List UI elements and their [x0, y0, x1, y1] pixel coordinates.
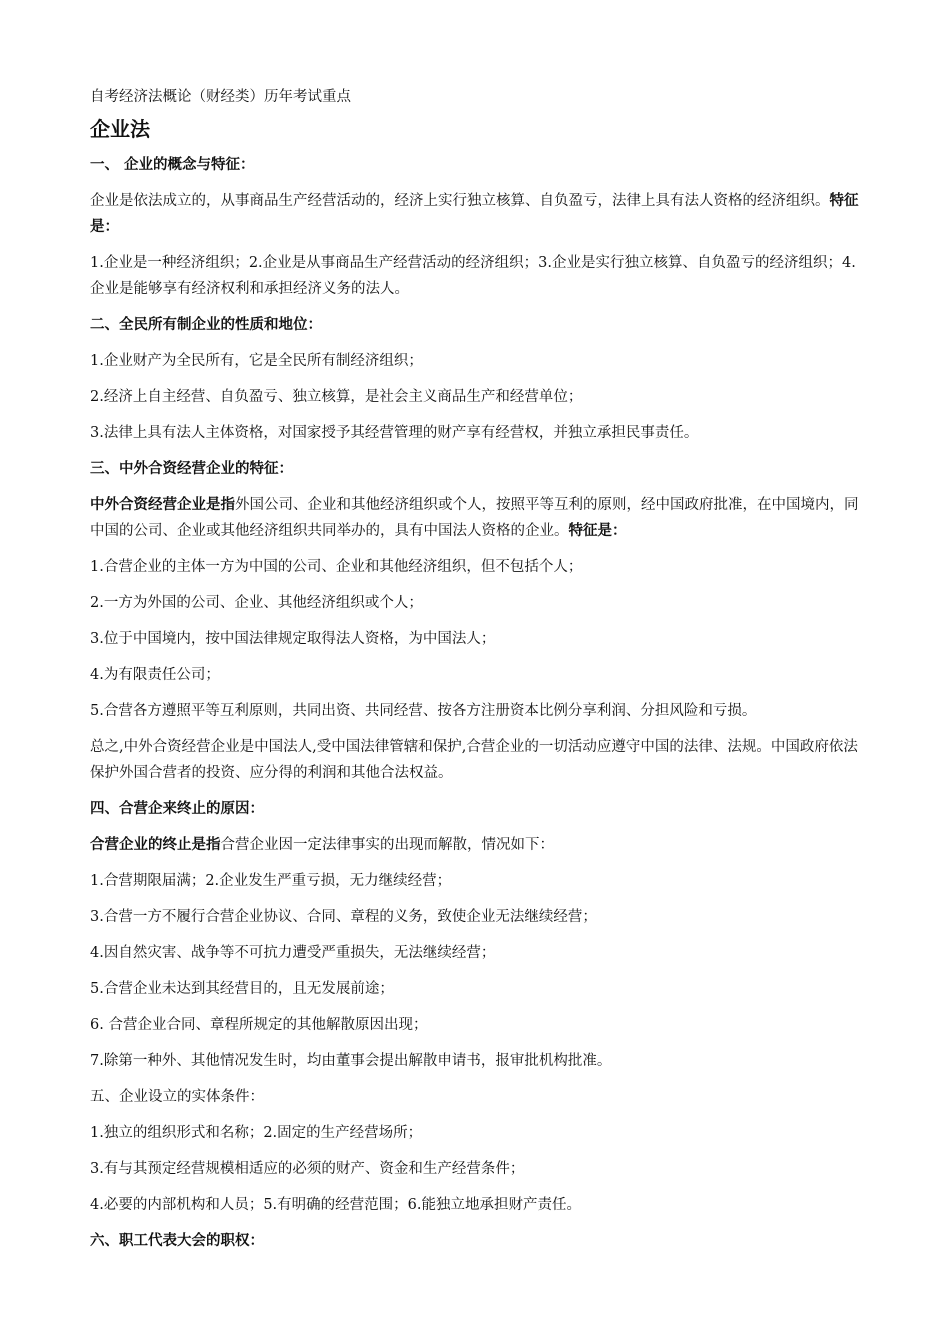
list-item: 1.独立的组织形式和名称；2.固定的生产经营场所； [90, 1125, 423, 1141]
list-item: 3.位于中国境内，按中国法律规定取得法人资格，为中国法人； [90, 631, 496, 647]
list-item: 1.企业财产为全民所有，它是全民所有制经济组织； [90, 353, 423, 369]
list-item: 4.为有限责任公司； [90, 667, 220, 683]
paragraph-text: 外国公司、企业和其他经济组织或个人，按照平等互利的原则，经中国政府批准，在中国境内，同中国的公司、企业或其他经济组织共同举办的，具有中国法人资格的企业。 [90, 497, 859, 539]
bold-text: 合营企业的终止是指 [90, 837, 221, 853]
section-heading-6: 六、职工代表大会的职权： [90, 1233, 264, 1249]
section-heading-4: 四、合营企来终止的原因： [90, 801, 264, 817]
list-item: 2.经济上自主经营、自负盈亏、独立核算，是社会主义商品生产和经营单位； [90, 389, 583, 405]
section-heading-1: 一、 企业的概念与特征： [90, 157, 255, 173]
list-item: 7.除第一种外、其他情况发生时，均由董事会提出解散申请书，报审批机构批准。 [90, 1053, 612, 1069]
list-item: 4.必要的内部机构和人员；5.有明确的经营范围；6.能独立地承担财产责任。 [90, 1197, 582, 1213]
section-heading-2: 二、全民所有制企业的性质和地位： [90, 317, 322, 333]
document-subtitle: 自考经济法概论（财经类）历年考试重点 [90, 89, 351, 105]
bold-text: 中外合资经营企业是指 [90, 497, 235, 513]
paragraph [90, 492, 865, 544]
list-item: 6. 合营企业合同、章程所规定的其他解散原因出现； [90, 1017, 428, 1033]
section-heading-5: 五、企业设立的实体条件： [90, 1089, 264, 1105]
list-item: 1.合营期限届满；2.企业发生严重亏损，无力继续经营； [90, 873, 452, 889]
list-item: 2.一方为外国的公司、企业、其他经济组织或个人； [90, 595, 423, 611]
paragraph [90, 188, 865, 240]
paragraph: 1.企业是一种经济组织；2.企业是从事商品生产经营活动的经济组织；3.企业是实行独立核算、自负盈亏的经济组织；4.企业是能够享有经济权利和承担经济义务的法人。 [90, 255, 856, 297]
paragraph-text: 企业是依法成立的，从事商品生产经营活动的，经济上实行独立核算、自负盈亏，法律上具有法人资格的经济组织。 [90, 193, 830, 209]
section-heading-3: 三、中外合资经营企业的特征： [90, 461, 293, 477]
list-item: 5.合营企业未达到其经营目的，且无发展前途； [90, 981, 394, 997]
list-item: 3.合营一方不履行合营企业协议、合同、章程的义务，致使企业无法继续经营； [90, 909, 597, 925]
document-page [90, 84, 865, 1264]
bold-text: 特征是： [90, 193, 859, 235]
list-item: 4.因自然灾害、战争等不可抗力遭受严重损失，无法继续经营； [90, 945, 496, 961]
paragraph-text: 合营企业因一定法律事实的出现而解散，情况如下： [220, 837, 554, 853]
list-item: 3.法律上具有法人主体资格，对国家授予其经营管理的财产享有经营权，并独立承担民事责任。 [90, 425, 699, 441]
paragraph: 总之,中外合资经营企业是中国法人,受中国法律管辖和保护,合营企业的一切活动应遵守中国的法律、法规。中国政府依法保护外国合营者的投资、应分得的利润和其他合法权益。 [90, 739, 858, 781]
bold-text: 特征是： [568, 523, 627, 539]
list-item: 3.有与其预定经营规模相适应的必须的财产、资金和生产经营条件； [90, 1161, 525, 1177]
paragraph [90, 832, 865, 858]
document-title: 企业法 [90, 117, 150, 141]
list-item: 1.合营企业的主体一方为中国的公司、企业和其他经济组织，但不包括个人； [90, 559, 583, 575]
list-item: 5.合营各方遵照平等互利原则，共同出资、共同经营、按各方注册资本比例分享利润、分担风险和亏损。 [90, 703, 757, 719]
